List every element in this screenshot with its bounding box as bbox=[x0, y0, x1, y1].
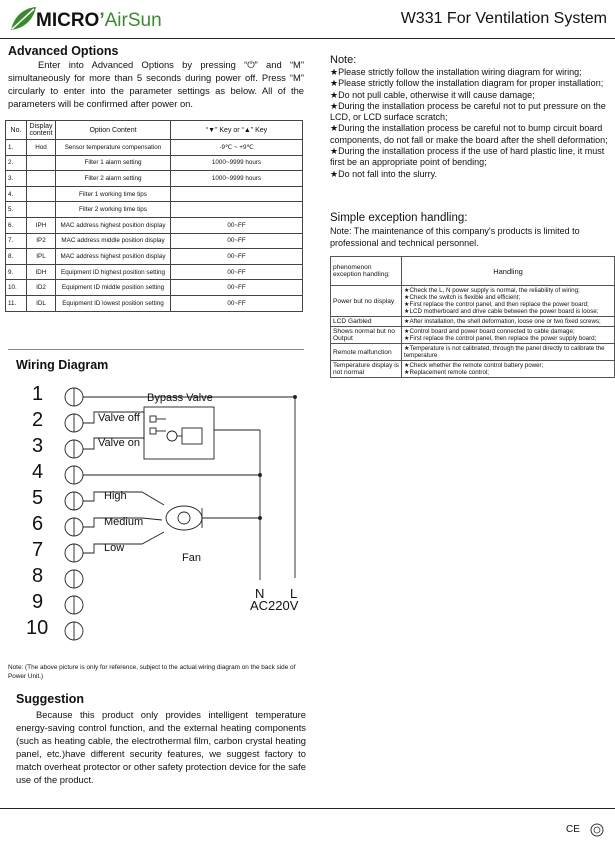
table-row bbox=[6, 249, 303, 265]
cell-key bbox=[171, 202, 303, 218]
wiring-footnote: Note: (The above picture is only for reference, subject to the actual wiring diagram on the back side of Power Unit.) bbox=[8, 664, 296, 680]
cell-key: 00~FF bbox=[171, 280, 303, 296]
cell-key: 1000~9999 hours bbox=[171, 171, 303, 187]
handling-item: ★After installation, the shell deformation, loose one or two fixed screws; bbox=[404, 318, 601, 325]
handling-cell bbox=[402, 344, 615, 361]
fan-low-label: Low bbox=[104, 542, 125, 554]
cell-no: 1. bbox=[6, 140, 27, 156]
terminal-3: 3 bbox=[32, 435, 44, 457]
certification-icon bbox=[590, 823, 604, 837]
cell-no: 7. bbox=[6, 233, 27, 249]
handling-cell bbox=[402, 286, 615, 317]
cell-option: MAC address middle position display bbox=[56, 233, 171, 249]
col-key: “▼” Key or “▲” Key bbox=[171, 121, 303, 140]
handling-item: ★Check whether the remote control battery power; bbox=[404, 362, 544, 369]
fan-medium-label: Medium bbox=[104, 516, 144, 528]
cell-no: 6. bbox=[6, 217, 27, 233]
valve-on-label: Valve on bbox=[98, 437, 140, 449]
cell-no: 9. bbox=[6, 264, 27, 280]
cell-key: 00~FF bbox=[171, 264, 303, 280]
col-phenomenon: phenomenon exception handling: bbox=[331, 257, 402, 286]
cell-option: Equipment ID middle position setting bbox=[56, 280, 171, 296]
table-row bbox=[6, 217, 303, 233]
suggestion-text: Because this product only provides intelligent temperature energy-saving control function, and the external heating components (such as heating cable, the electrothermal film, carbon crystal heating panel, etc.)have different security features, we suggest factory to match overheat protector or other safety protection device for the safe use of the product. bbox=[16, 709, 306, 785]
wiring-diagram-heading: Wiring Diagram bbox=[16, 358, 109, 372]
phenomenon-cell: Shows normal but no Output bbox=[331, 327, 402, 344]
cell-option: MAC address highest position display bbox=[56, 217, 171, 233]
terminal-5: 5 bbox=[32, 487, 44, 509]
cell-display: IPH bbox=[27, 217, 56, 233]
cell-option: Equipment ID highest position setting bbox=[56, 264, 171, 280]
handling-item: ★LCD motherboard and drive cable between the power board is loose; bbox=[404, 308, 599, 315]
advanced-options-table bbox=[5, 120, 303, 312]
handling-item: ★Check the switch is flexible and efficient; bbox=[404, 294, 521, 301]
note-item: ★Do not pull cable, otherwise it will cause damage; bbox=[330, 89, 535, 100]
cell-option: Filter 2 alarm setting bbox=[56, 171, 171, 187]
exception-row bbox=[331, 344, 615, 361]
exception-intro: Note: The maintenance of this company's products is limited to professional and technical personnel. bbox=[330, 226, 580, 248]
advanced-options-heading: Advanced Options bbox=[8, 44, 119, 58]
table-row bbox=[6, 233, 303, 249]
cell-display bbox=[27, 155, 56, 171]
cell-display: IDL bbox=[27, 295, 56, 311]
brand-apostrophe: ’ bbox=[99, 10, 105, 31]
cell-key: -9℃ ~ +9℃ bbox=[171, 140, 303, 156]
exception-row bbox=[331, 317, 615, 327]
terminal-4: 4 bbox=[32, 461, 44, 483]
cell-key: 00~FF bbox=[171, 217, 303, 233]
cell-key: 00~FF bbox=[171, 233, 303, 249]
section-divider bbox=[8, 349, 304, 350]
brand-micro: MICRO bbox=[36, 10, 100, 31]
cell-option: Filter 1 working time tips bbox=[56, 186, 171, 202]
note-list bbox=[330, 67, 612, 180]
advanced-options-intro: Enter into Advanced Options by pressing “⏻” and “M” simultaneously for more than 5 seconds during power off. Press “M” circularly to enter into the parameter settings as below. All of the parameters will be confirmed after power on. bbox=[8, 59, 304, 109]
cell-display bbox=[27, 171, 56, 187]
brand-airsun: AirSun bbox=[104, 10, 162, 31]
phenomenon-cell: Power but no display bbox=[331, 286, 402, 317]
footer-divider bbox=[0, 808, 615, 809]
valve-off-label: Valve off bbox=[98, 412, 140, 424]
note-item: ★During the installation process be careful not to bump circuit board components, do not fall or make the board after the shell deformation; bbox=[330, 123, 608, 145]
wiring-diagram bbox=[22, 380, 322, 650]
note-item: ★During the installation process if the use of hard plastic line, it must first be an appropriate point of bending; bbox=[330, 146, 605, 168]
col-handling: Handling bbox=[402, 257, 615, 286]
terminal-10: 10 bbox=[26, 617, 49, 639]
table-row bbox=[6, 280, 303, 296]
cell-display: Hod bbox=[27, 140, 56, 156]
document-title: W331 For Ventilation System bbox=[400, 10, 607, 27]
cell-key: 1000~9999 hours bbox=[171, 155, 303, 171]
table-header-row bbox=[6, 121, 303, 140]
ce-mark: CE bbox=[566, 824, 580, 835]
cell-display: IPL bbox=[27, 249, 56, 265]
cell-display: ID2 bbox=[27, 280, 56, 296]
voltage-label: AC220V bbox=[250, 598, 299, 613]
handling-cell bbox=[402, 327, 615, 344]
handling-item: ★Replacement remote control; bbox=[404, 369, 489, 376]
exception-row bbox=[331, 286, 615, 317]
handling-item: ★Control board and power board connected to cable damage; bbox=[404, 328, 575, 335]
terminal-8: 8 bbox=[32, 565, 44, 587]
suggestion-heading: Suggestion bbox=[16, 692, 85, 706]
phenomenon-cell: Remote malfunction bbox=[331, 344, 402, 361]
phenomenon-cell: LCD Garbled bbox=[331, 317, 402, 327]
cell-no: 5. bbox=[6, 202, 27, 218]
phenomenon-cell: Temperature display is not normal bbox=[331, 361, 402, 378]
terminal-9: 9 bbox=[32, 591, 44, 613]
fan-label: Fan bbox=[182, 552, 201, 564]
cell-option: Filter 2 working time tips bbox=[56, 202, 171, 218]
cell-no: 11. bbox=[6, 295, 27, 311]
header-divider bbox=[0, 38, 615, 39]
col-no: No. bbox=[6, 121, 27, 140]
note-item: ★During the installation process be careful not to put pressure on the LCD, or LCD surface scratch; bbox=[330, 100, 606, 123]
cell-display: IDH bbox=[27, 264, 56, 280]
cell-key: 00~FF bbox=[171, 295, 303, 311]
exception-row bbox=[331, 361, 615, 378]
col-option: Option Content bbox=[56, 121, 171, 140]
handling-item: ★First replace the control panel, then replace the power supply board; bbox=[404, 335, 597, 342]
note-item: ★Please strictly follow the installation wiring diagram for wiring; bbox=[330, 67, 582, 77]
handling-cell bbox=[402, 317, 615, 327]
fan-high-label: High bbox=[104, 490, 127, 502]
exception-heading: Simple exception handling: bbox=[330, 212, 468, 224]
cell-key: 00~FF bbox=[171, 249, 303, 265]
cell-no: 10. bbox=[6, 280, 27, 296]
exception-table bbox=[330, 256, 615, 378]
cell-display: IP2 bbox=[27, 233, 56, 249]
cell-option: Equipment ID lowest position setting bbox=[56, 295, 171, 311]
table-row bbox=[6, 186, 303, 202]
cell-no: 4. bbox=[6, 186, 27, 202]
cell-display bbox=[27, 186, 56, 202]
terminal-7: 7 bbox=[32, 539, 44, 561]
table-row bbox=[6, 264, 303, 280]
handling-item: ★First replace the control panel, and then replace the power board; bbox=[404, 301, 589, 308]
cell-no: 2. bbox=[6, 155, 27, 171]
neutral-label: N bbox=[255, 586, 265, 601]
table-row bbox=[6, 171, 303, 187]
cell-key bbox=[171, 186, 303, 202]
table-row bbox=[6, 155, 303, 171]
terminal-1: 1 bbox=[32, 383, 44, 405]
exception-header-row bbox=[331, 257, 615, 286]
handling-item: ★Check the L, N power supply is normal, the reliability of wiring; bbox=[404, 287, 580, 294]
terminal-2: 2 bbox=[32, 409, 44, 431]
handling-cell bbox=[402, 361, 615, 378]
terminal-6: 6 bbox=[32, 513, 44, 535]
cell-no: 3. bbox=[6, 171, 27, 187]
note-item: ★Do not fall into the slurry. bbox=[330, 168, 437, 179]
cell-option: Filter 1 alarm setting bbox=[56, 155, 171, 171]
leaf-icon bbox=[8, 4, 38, 34]
table-row bbox=[6, 140, 303, 156]
cell-display bbox=[27, 202, 56, 218]
table-row bbox=[6, 295, 303, 311]
cell-option: Sensor temperature compensation bbox=[56, 140, 171, 156]
exception-row bbox=[331, 327, 615, 344]
note-heading: Note: bbox=[330, 54, 357, 66]
cell-no: 8. bbox=[6, 249, 27, 265]
bypass-valve-label: Bypass Valve bbox=[147, 392, 213, 404]
col-display: Display content bbox=[27, 121, 56, 140]
brand-logo bbox=[8, 4, 198, 34]
table-row bbox=[6, 202, 303, 218]
handling-item: ★Temperature is not calibrated, through the panel directly to calibrate the temperature bbox=[404, 345, 605, 359]
note-item: ★Please strictly follow the installation diagram for proper installation; bbox=[330, 78, 604, 89]
live-label: L bbox=[290, 586, 298, 601]
cell-option: MAC address highest position display bbox=[56, 249, 171, 265]
